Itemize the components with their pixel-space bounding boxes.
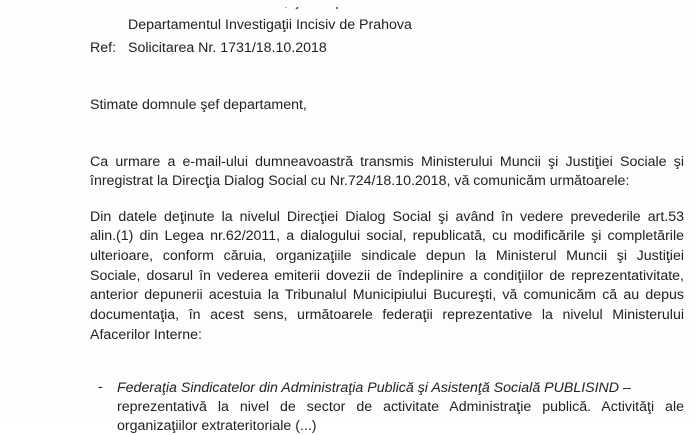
- bullet-item-line-1: reprezentativă la nivel de sector de activitate Administraţie publică. Activităţi ale: [117, 399, 684, 415]
- paragraph-2-line-5: anterior depunerii acestuia la Tribunalul Municipiului Bucureşti, vă comunicăm că au depus: [90, 287, 684, 303]
- paragraph-1-line-1: Ca urmare a e-mail-ului dumneavoastră transmis Ministerului Muncii şi Justiţiei Sociale şi: [90, 154, 684, 170]
- paragraph-1-line-2: înregistrat la Direcţia Dialog Social cu Nr.724/18.10.2018, vă comunicăm următoarele:: [90, 173, 630, 189]
- bullet-item-title: Federaţia Sindicatelor din Administraţia Publică şi Asistenţă Socială PUBLISIND: [117, 380, 620, 396]
- paragraph-2-line-1: Din datele deţinute la nivelul Direcţiei Dialog Social şi având în vedere prevederile art.53: [90, 209, 684, 225]
- salutation: Stimate domnule şef departament,: [90, 97, 307, 113]
- page-cut-edge: [0, 0, 696, 7]
- bullet-item-title-line: [117, 379, 631, 397]
- bullet-item-dash: –: [619, 380, 631, 396]
- paragraph-2-line-3: ulterioare, conform căruia, organizaţiile sindicale depun la Ministerul Muncii şi Justiţiei: [90, 248, 684, 264]
- reference-line: [90, 39, 116, 57]
- paragraph-2-line-2: alin.(1) din Legea nr.62/2011, a dialogului social, republicată, cu modificările şi completările: [90, 228, 684, 244]
- paragraph-2-line-4: Sociale, dosarul în vederea emiterii dovezii de îndeplinire a condiţiilor de reprezentativitate,: [90, 268, 684, 284]
- bullet-item-line-2: organizaţiilor extrateritoriale (...): [117, 418, 317, 434]
- paragraph-2-line-6: documentaţia, în acest sens, următoarele federaţii reprezentative la nivelul Ministerului: [90, 307, 684, 323]
- bullet-marker: -: [98, 378, 103, 394]
- department-line: Departamentul Investigaţii Incisiv de Prahova: [128, 17, 412, 33]
- ref-label: Ref:: [90, 40, 117, 56]
- paragraph-2-line-7: Afacerilor Interne:: [90, 327, 202, 343]
- reference-value: Solicitarea Nr. 1731/18.10.2018: [128, 40, 327, 56]
